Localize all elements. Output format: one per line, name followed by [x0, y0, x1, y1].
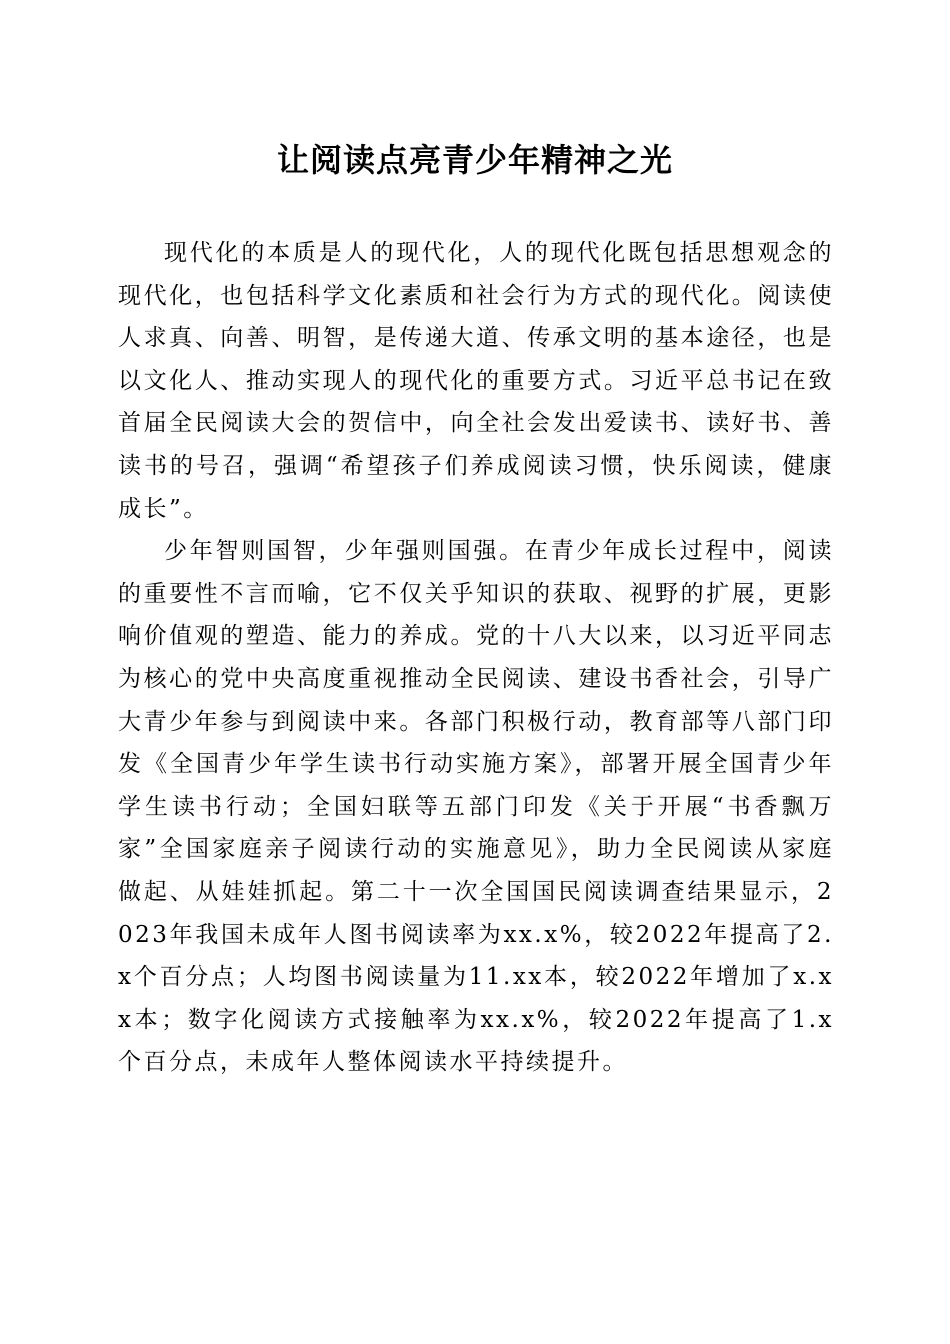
document-title: 让阅读点亮青少年精神之光	[276, 141, 673, 179]
paragraph-1: 现代化的本质是人的现代化，人的现代化既包括思想观念的现代化，也包括科学文化素质和社会行为方式的现代化。阅读使人求真、向善、明智，是传递大道、传承文明的基本途径，也是以文化人、推动实现人的现代化的重要方式。习近平总书记在致首届全民阅读大会的贺信中，向全社会发出爱读书、读好书、善读书的号召，强调“希望孩子们养成阅读习惯，快乐阅读，健康成长”。	[118, 240, 834, 522]
document-body	[118, 232, 834, 1084]
paragraph-2: 少年智则国智，少年强则国强。在青少年成长过程中，阅读的重要性不言而喻，它不仅关乎知识的获取、视野的扩展，更影响价值观的塑造、能力的养成。党的十八大以来，以习近平同志为核心的党中央高度重视推动全民阅读、建设书香社会，引导广大青少年参与到阅读中来。各部门积极行动，教育部等八部门印发《全国青少年学生读书行动实施方案》，部署开展全国青少年学生读书行动；全国妇联等五部门印发《关于开展“书香飘万家”全国家庭亲子阅读行动的实施意见》，助力全民阅读从家庭做起、从娃娃抓起。第二十一次全国国民阅读调查结果显示，2023年我国未成年人图书阅读率为xx.x%，较2022年提高了2.x个百分点；人均图书阅读量为11.xx本，较2022年增加了x.xx本；数字化阅读方式接触率为xx.x%，较2022年提高了1.x个百分点，未成年人整体阅读水平持续提升。	[118, 538, 834, 1076]
